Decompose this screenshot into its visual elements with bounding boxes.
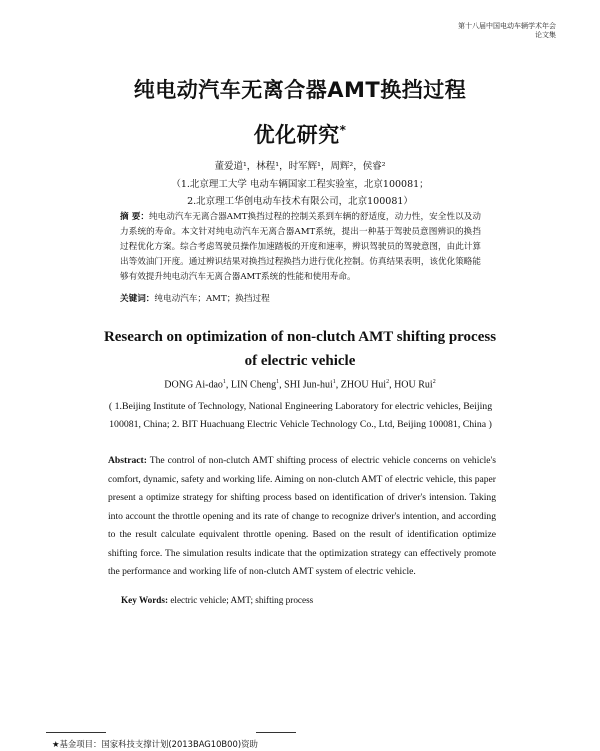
header-line-1: 第十八届中国电动车辆学术年会 bbox=[458, 22, 556, 30]
keywords-english bbox=[121, 595, 313, 605]
footnote-rule bbox=[46, 732, 106, 733]
keywords-en-label: Key Words: bbox=[121, 595, 169, 605]
keywords-en-text: electric vehicle; AMT; shifting process bbox=[170, 595, 314, 605]
author-1-affil: 1 bbox=[222, 379, 226, 385]
title-chinese bbox=[0, 70, 600, 155]
abstract-en-text: The control of non-clutch AMT shifting process of electric vehicle concerns on vehicle's comfort, dynamic, safety and working life. Aiming on non-clutch AMT of electric vehicle, this paper present a optimize strategy for shifting process based on identification of driver's intension. Taking into account the throttle opening and its rate of change to recognize driver's intention, and according to the result calculate equivalent throttle opening. Based on the result of identification optimize shifting force. The simulation results indicate that the optimization strategy can effectively promote the performance and working life of non-clutch AMT system of electric vehicle. bbox=[108, 455, 496, 577]
footnote-rule-short bbox=[256, 732, 296, 733]
affiliations-english: ( 1.Beijing Institute of Technology, National Engineering Laboratory for electric vehicles, Beijing 100081, China; 2. BIT Huachuang Electric Vehicle Technology Co., Ltd, Beijing 100081, China ) bbox=[108, 401, 493, 430]
title-en-line-1: Research on optimization of non-clutch AMT shifting process bbox=[103, 329, 497, 345]
keywords-chinese bbox=[120, 292, 270, 304]
authors-chinese: 董爱道¹，林程¹，时军辉¹，周辉²，侯睿² bbox=[214, 161, 386, 172]
author-1: DONG Ai-dao bbox=[164, 379, 223, 391]
abstract-en-label: Abstract: bbox=[108, 455, 147, 466]
authors-english: DONG Ai-dao$^1$, LIN Cheng$^1$, SHI Jun-hui$^1$, ZHOU Hui$^2$, HOU Rui$^2$ bbox=[164, 379, 436, 391]
abstract-english bbox=[108, 452, 496, 582]
title-english bbox=[0, 325, 600, 373]
keywords-cn-label: 关键词： bbox=[120, 294, 155, 304]
abstract-cn-label: 摘 要： bbox=[120, 212, 149, 222]
affil-cn-line-2: 2.北京理工华创电动车技术有限公司，北京100081） bbox=[187, 196, 413, 207]
author-2-affil: 1 bbox=[276, 379, 280, 385]
funding-mark: * bbox=[339, 123, 347, 137]
author-5-affil: 2 bbox=[432, 379, 436, 385]
funding-footnote: ★基金项目：国家科技支撑计划(2013BAG10B00)资助 bbox=[52, 739, 258, 749]
abstract-chinese bbox=[120, 210, 481, 285]
author-5: HOU Rui bbox=[394, 379, 433, 391]
title-cn-line-1: 纯电动汽车无离合器AMT换挡过程 bbox=[133, 78, 467, 102]
author-4-affil: 2 bbox=[386, 379, 390, 385]
title-en-line-2: of electric vehicle bbox=[244, 353, 356, 369]
author-3-affil: 1 bbox=[332, 379, 336, 385]
keywords-cn-text: 纯电动汽车；AMT；换挡过程 bbox=[154, 294, 270, 304]
author-2: LIN Cheng bbox=[230, 379, 277, 391]
title-cn-line-2 bbox=[0, 110, 600, 155]
proceedings-header bbox=[458, 22, 556, 40]
title-cn-line-2-text: 优化研究 bbox=[253, 123, 340, 147]
author-4: ZHOU Hui bbox=[340, 379, 387, 391]
abstract-cn-text: 纯电动汽车无离合器AMT换挡过程的控制关系到车辆的舒适度，动力性，安全性以及动力系统的寿命。本文针对纯电动汽车无离合器AMT系统，提出一种基于驾驶员意图辨识的换挡过程优化方案。综合考虑驾驶员操作加速踏板的开度和速率，辨识驾驶员的驾驶意图，由此计算出等效油门开度。通过辨识结果对换挡过程换挡力进行优化控制。仿真结果表明，该优化策略能够有效提升纯电动汽车无离合器AMT系统的性能和使用寿命。 bbox=[120, 212, 481, 282]
author-3: SHI Jun-hui bbox=[284, 379, 333, 391]
affil-cn-line-1: （1.北京理工大学 电动车辆国家工程实验室，北京100081； bbox=[171, 179, 429, 190]
affiliations-chinese bbox=[0, 176, 600, 210]
header-line-2: 论文集 bbox=[535, 31, 556, 39]
